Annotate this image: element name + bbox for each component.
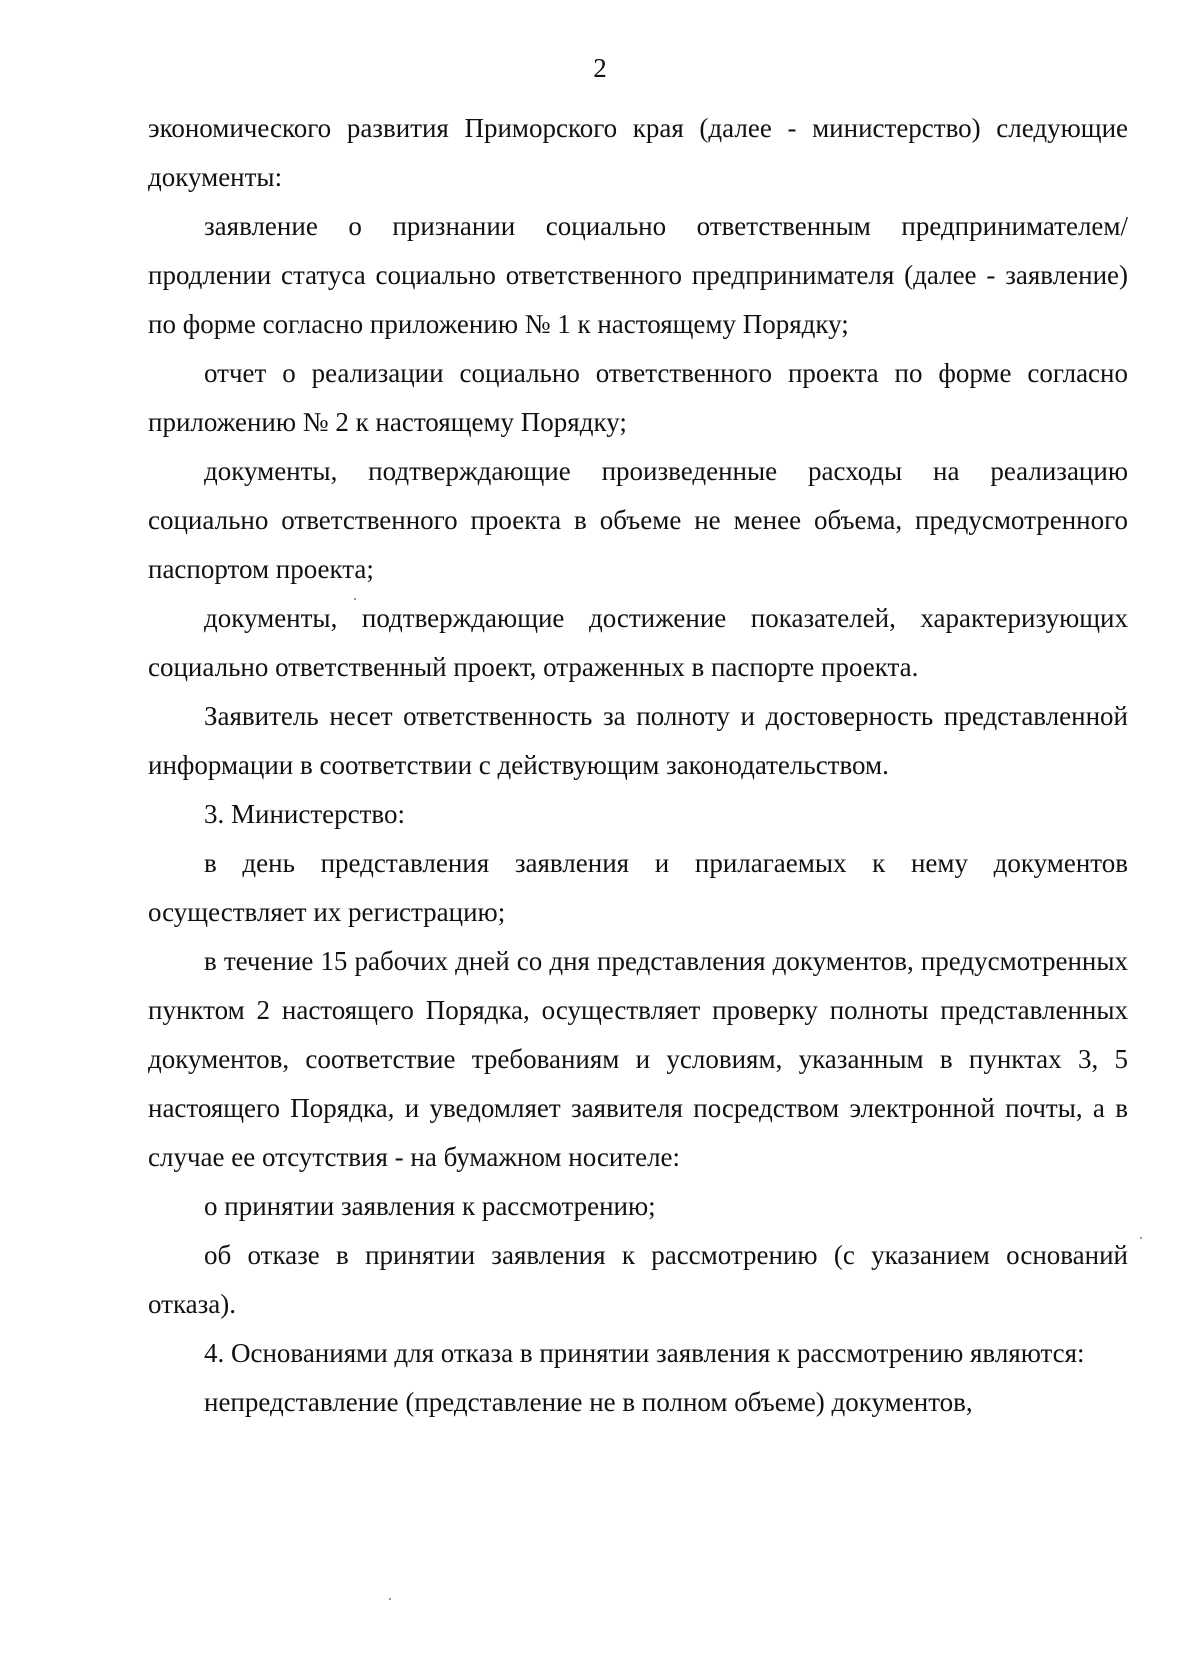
paragraph-section-4-heading: 4. Основаниями для отказа в принятии заявления к рассмотрению являются:	[204, 1338, 1085, 1368]
page-number: 2	[593, 53, 607, 83]
paragraph-review-period: в течение 15 рабочих дней со дня представления документов, предусмотренных пунктом 2 настоящего Порядка, осуществляет проверку полноты представленных документов, соответствие требованиям и условиям, указанным в пунктах 3, 5 настоящего Порядка, и уведомляет заявителя посредством электронной почты, а в случае ее отсутствия - на бумажном носителе:	[148, 946, 1128, 1172]
paragraph-report: отчет о реализации социально ответственного проекта по форме согласно приложению № 2 к настоящему Порядку;	[148, 358, 1128, 437]
paragraph-application: заявление о признании социально ответственным предпринимателем/ продлении статуса социально ответственного предпринимателя (далее - заявление) по форме согласно приложению № 1 к настоящему Порядку;	[148, 211, 1128, 339]
paragraph-applicant-responsibility: Заявитель несет ответственность за полноту и достоверность представленной информации в соответствии с действующим законодательством.	[148, 701, 1128, 780]
scan-speck	[1140, 1237, 1142, 1239]
paragraph-expense-documents: документы, подтверждающие произведенные расходы на реализацию социально ответственного проекта в объеме не менее объема, предусмотренного паспортом проекта;	[148, 456, 1128, 584]
paragraph-refusal: об отказе в принятии заявления к рассмотрению (с указанием оснований отказа).	[148, 1240, 1128, 1319]
paragraph-indicator-documents: документы, подтверждающие достижение показателей, характеризующих социально ответственный проект, отраженных в паспорте проекта.	[148, 603, 1128, 682]
scan-speck	[354, 598, 356, 600]
paragraph-registration: в день представления заявления и прилагаемых к нему документов осуществляет их регистрацию;	[148, 848, 1128, 927]
paragraph-continuation: экономического развития Приморского края (далее - министерство) следующие документы:	[148, 113, 1128, 192]
paragraph-section-3-heading: 3. Министерство:	[204, 799, 405, 829]
document-body	[148, 104, 1128, 1427]
paragraph-acceptance: о принятии заявления к рассмотрению;	[204, 1191, 656, 1221]
paragraph-non-submission: непредставление (представление не в полном объеме) документов,	[204, 1387, 973, 1417]
scan-speck	[389, 1598, 391, 1600]
